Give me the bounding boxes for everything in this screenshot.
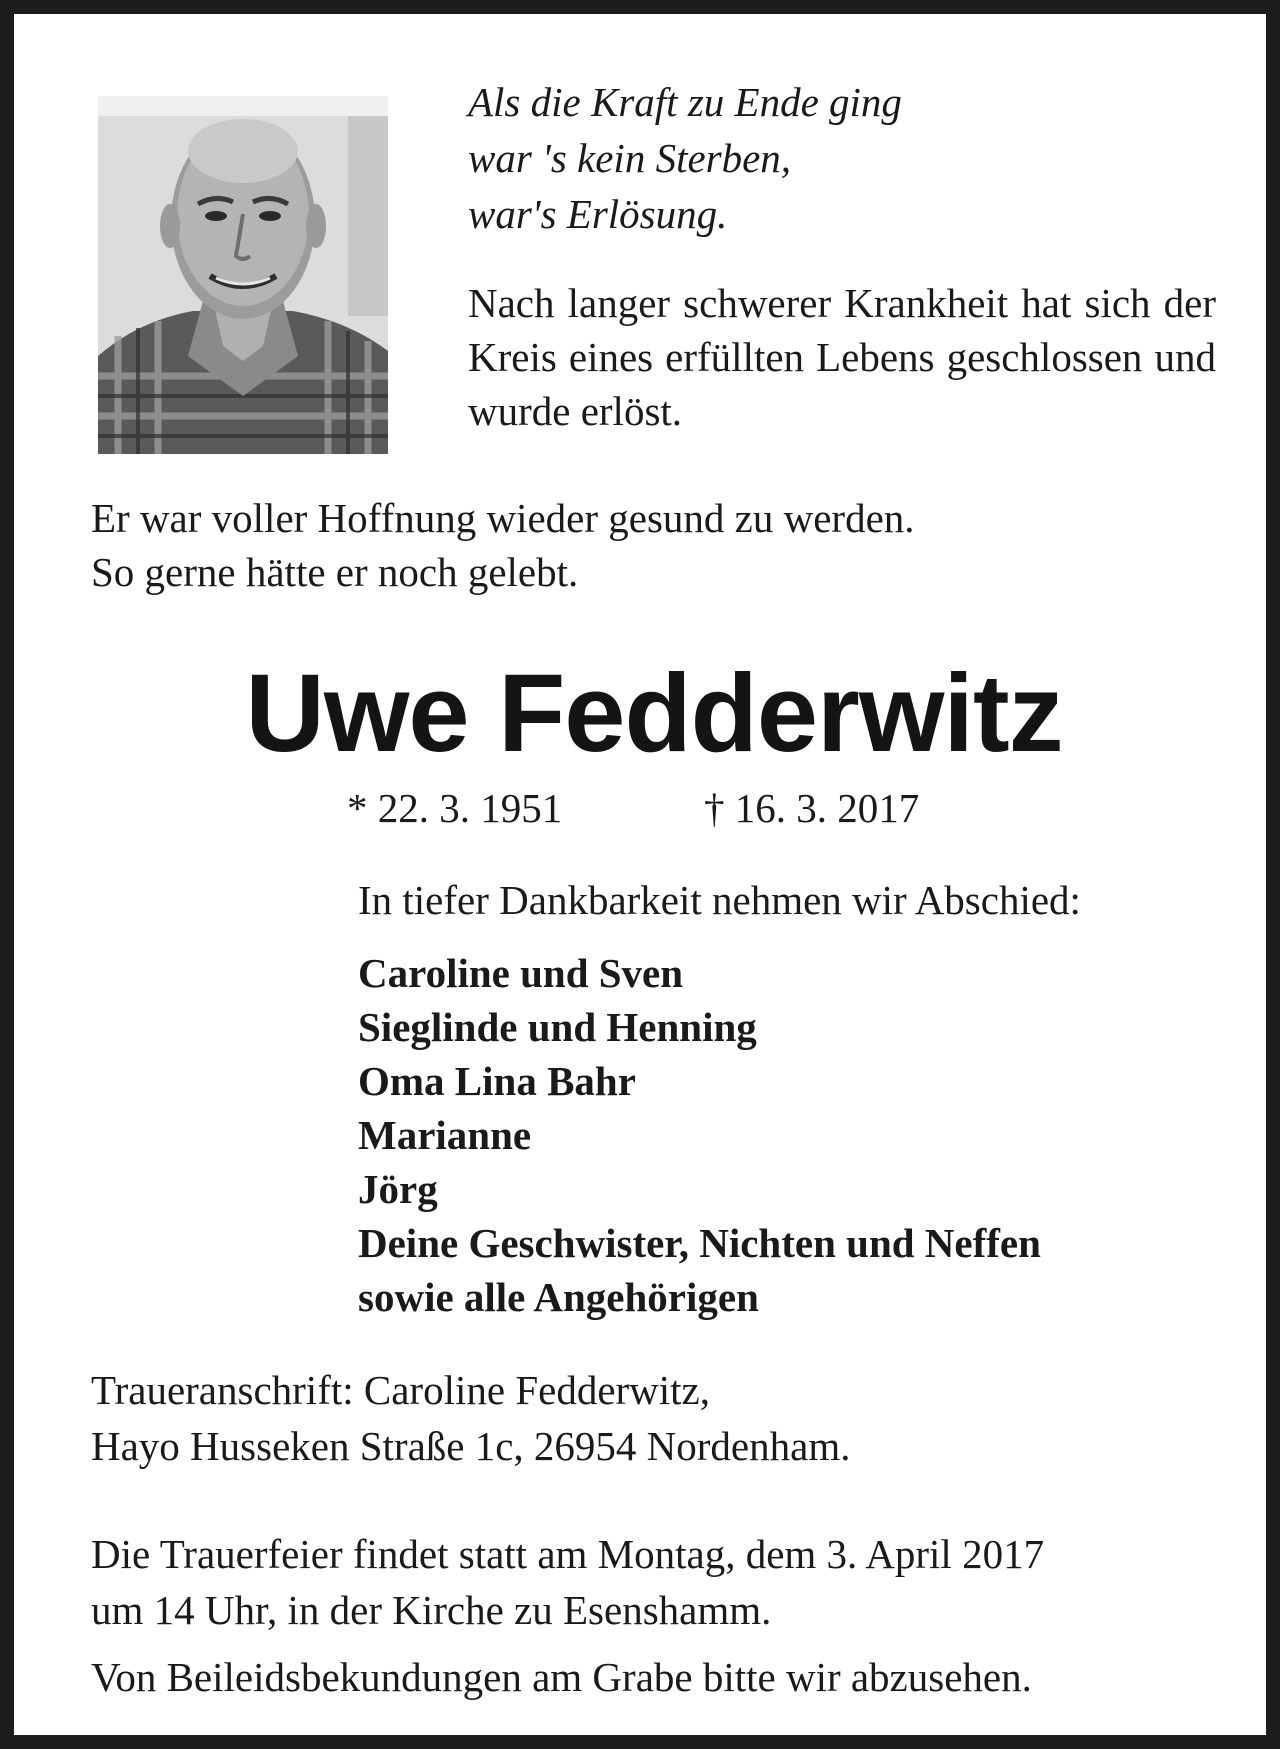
portrait-illustration [98,96,388,454]
mourner: Jörg [358,1166,438,1212]
birth-date: * 22. 3. 1951 [347,785,563,831]
service-line: um 14 Uhr, in der Kirche zu Esenshamm. [91,1587,772,1633]
service-line: Die Trauerfeier findet statt am Montag, dem 3. April 2017 [91,1531,1045,1577]
funeral-service-info [91,1526,1241,1638]
hope-line: Er war voller Hoffnung wieder gesund zu werden. [91,495,915,541]
address-line: Hayo Husseken Straße 1c, 26954 Nordenham. [91,1423,851,1469]
mourner: Caroline und Sven [358,950,684,996]
life-dates [14,780,1280,836]
mourners-list [358,946,1258,1324]
hope-paragraph [91,491,1241,599]
mourner: Marianne [358,1112,532,1158]
poem-line: Als die Kraft zu Ende ging [468,79,902,125]
mourner: sowie alle Angehörigen [358,1274,759,1320]
mourner: Oma Lina Bahr [358,1058,636,1104]
poem-line: war's Erlösung. [468,191,728,237]
poem-line: war 's kein Sterben, [468,135,792,181]
farewell-line: In tiefer Dankbarkeit nehmen wir Abschied: [358,877,1081,923]
condolence-note: Von Beileidsbekundungen am Grabe bitte wir abzusehen. [91,1654,1032,1700]
poem [468,74,1228,242]
mourner: Deine Geschwister, Nichten und Neffen [358,1220,1041,1266]
mourner: Sieglinde und Henning [358,1004,757,1050]
hope-line: So gerne hätte er noch gelebt. [91,549,579,595]
mourning-address [91,1362,1241,1474]
address-line: Traueranschrift: Caroline Fedderwitz, [91,1367,711,1413]
portrait-photo [98,96,388,454]
deceased-name: Uwe Fedderwitz [245,652,1063,775]
death-date: † 16. 3. 2017 [704,785,920,831]
intro-paragraph: Nach langer schwerer Krankheit hat sich der Kreis eines erfüllten Lebens geschlossen und wurde erlöst. [468,280,1216,434]
